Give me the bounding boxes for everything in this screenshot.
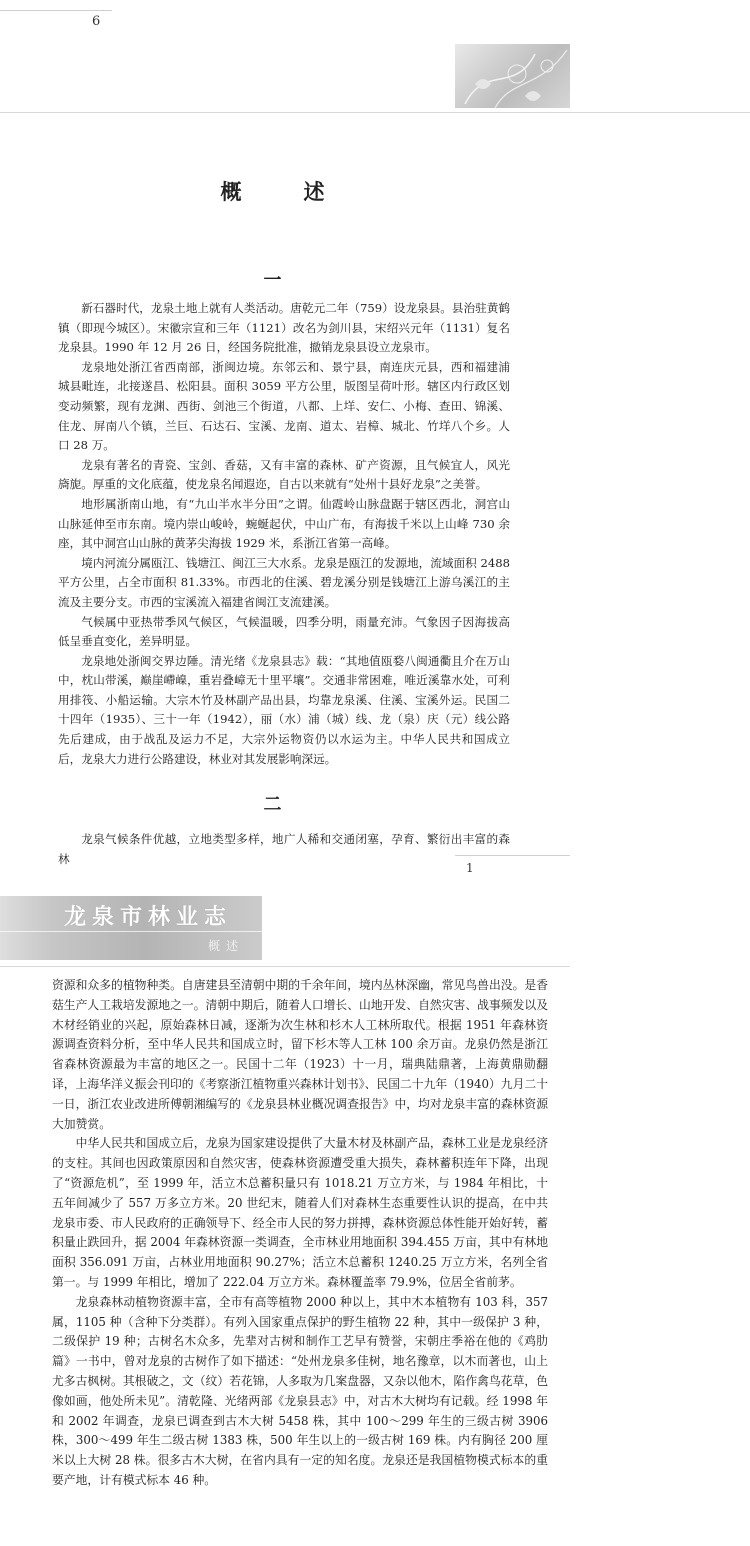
paragraph: 气候属中亚热带季风气候区，气候温暖，四季分明，雨量充沛。气象因子因海拔高低呈垂直变化，差异明显。: [58, 614, 510, 649]
footer-page-number: 1: [466, 861, 474, 875]
paragraph: 龙泉气候条件优越，立地类型多样，地广人稀和交通闭塞，孕育、繁衍出丰富的森林: [58, 832, 510, 866]
paragraph: 新石器时代，龙泉土地上就有人类活动。唐乾元二年（759）设龙泉县。县治驻黄鹤镇（即现今城区）。宋徽宗宣和三年（1121）改名为剑川县，宋绍兴元年（1131）复名龙泉县。1990 年 12 月 26 日，经国务院批准，撤销龙泉县设立龙泉市。: [58, 301, 510, 355]
page-number: 6: [92, 14, 101, 29]
header-divider: [0, 112, 750, 113]
paragraph: 龙泉有著名的青瓷、宝剑、香菇，又有丰富的森林、矿产资源，且气候宜人，风光旖旎。厚重的文化底蕴，使龙泉名闻遐迩，自古以来就有“处州十县好龙泉”之美誉。: [58, 457, 510, 492]
paragraph: 中华人民共和国成立后，龙泉为国家建设提供了大量木材及林副产品，森林工业是龙泉经济的支柱。其间也因政策原因和自然灾害，使森林资源遭受重大损失，森林蓄积连年下降，出现了“资源危机”，至 1999 年，活立木总蓄积量只有 1018.21 万立方米，与 1984 年相比，十五年间减少了 557 万多立方米。20 世纪末，随着人们对森林生态重要性认识的提高，在中共龙泉市委、市人民政府的正确领导下、经全市人民的努力拼搏，森林资源总体性能开始好转，蓄积量止跌回升，据 2004 年森林资源一类调查，全市林业用地面积 394.455 万亩，其中有林地面积 356.091 万亩，占林业用地面积 90.27%；活立木总蓄积 1240.25 万立方米，名列全省第一。与 1999 年相比，增加了 222.04 万立方米。森林覆盖率 79.9%，位居全省前茅。: [52, 1136, 548, 1289]
paragraph: 龙泉地处浙江省西南部，浙闽边境。东邻云和、景宁县，南连庆元县，西和福建浦城县毗连，北接遂昌、松阳县。面积 3059 平方公里，版图呈荷叶形。辖区内行政区划变动频繁，现有龙渊、西街、剑池三个街道，八都、上垟、安仁、小梅、查田、锦溪、住龙、屏南八个镇，兰巨、石达石、宝溪、龙南、道太、岩樟、城北、竹垟八个乡。人口 28 万。: [58, 359, 510, 453]
banner-divider: [0, 931, 262, 932]
decorative-header-image: [455, 44, 570, 108]
section-two-lead: [58, 830, 510, 869]
paragraph: 龙泉地处浙闽交界边陲。清光绪《龙泉县志》载：“其地值瓯婺八闽通衢且介在万山中，枕山带溪，巅崖嵽嵲，重岩叠嶂无十里平壤”。交通非常困难，唯近溪靠水处，可利用排筏、小船运输。大宗木竹及林副产品出县，均靠龙泉溪、住溪、宝溪外运。民国二十四年（1935）、三十一年（1942），丽（水）浦（城）线、龙（泉）庆（元）线公路先后建成，由于战乱及运力不足，大宗外运物资仍以水运为主。中华人民共和国成立后，龙泉大力进行公路建设，林业对其发展影响深远。: [58, 653, 510, 766]
section-heading-two: 二: [263, 794, 282, 815]
footer-rule: [455, 855, 570, 856]
section-two-body: [52, 976, 548, 1491]
paragraph: 龙泉森林动植物资源丰富，全市有高等植物 2000 种以上，其中木本植物有 103 科，357 属，1105 种（含种下分类群）。有列入国家重点保护的野生植物 22 种，其中一级保护 3 种，二级保护 19 种；古树名木众多，先辈对古树和制作工艺早有赞誉，宋朝庄季裕在他的《鸡肋篇》一书中，曾对龙泉的古树作了如下描述：“处州龙泉多佳树，地名豫章，以木而著也，山上尤多古枫树。其根破之，文（纹）若花锦，人多取为几案盘器，又杂以他木，陷作禽鸟花草，色像如画，他处所未见”。清乾隆、光绪两部《龙泉县志》中，对古木大树均有记载。经 1998 年和 2002 年调查，龙泉已调查到古木大树 5458 株，其中 100～299 年生的三级古树 3906 株，300～499 年生二级古树 1383 株，500 年生以上的一级古树 169 株。内有胸径 200 厘米以上大树 28 株。很多古木大树，在省内具有一定的知名度。龙泉还是我国植物模式标本的重要产地，计有模式标本 46 种。: [52, 1294, 548, 1487]
header-divider: [0, 966, 570, 967]
page-title: 概述: [220, 179, 387, 204]
header-rule: [0, 10, 112, 11]
paragraph: 境内河流分属瓯江、钱塘江、闽江三大水系。龙泉是瓯江的发源地，流域面积 2488 平方公里，占全市面积 81.33%。市西北的住溪、碧龙溪分别是钱塘江上游乌溪江的主流及主要分支。市西的宝溪流入福建省闽江支流建溪。: [58, 555, 510, 609]
section-one-body: [58, 299, 510, 769]
book-title: 龙泉市林业志: [64, 904, 233, 930]
paragraph: 资源和众多的植物种类。自唐建县至清朝中期的千余年间，境内丛林深幽，常见鸟兽出没。是香菇生产人工栽培发源地之一。清朝中期后，随着人口增长、山地开发、自然灾害、战事频发以及木材经销业的兴起，原始森林日减，逐渐为次生林和杉木人工林所取代。根据 1951 年森林资源调查资料分析，至中华人民共和国成立时，留下杉木等人工林 100 余万亩。龙泉仍然是浙江省森林资源最为丰富的地区之一。民国十二年（1923）十一月，瑞典陆鼎著，上海黄鼎勋翻译，上海华洋义振会刊印的《考察浙江植物重兴森林计划书》、民国二十九年（1940）九月二十一日，浙江农业改进所傅朝湘编写的《龙泉县林业概况调查报告》中，均对龙泉丰富的森林资源大加赞赏。: [52, 978, 549, 1131]
chapter-label: 概述: [208, 939, 245, 953]
paragraph: 地形属浙南山地，有“九山半水半分田”之谓。仙霞岭山脉盘踞于辖区西北，洞宫山山脉延伸至市东南。境内崇山峻岭，蜿蜒起伏，中山广布，有海拔千米以上山峰 730 余座，其中洞宫山山脉的黄茅尖海拔 1929 米，系浙江省第一高峰。: [58, 496, 510, 551]
section-heading-one: 一: [263, 270, 282, 291]
